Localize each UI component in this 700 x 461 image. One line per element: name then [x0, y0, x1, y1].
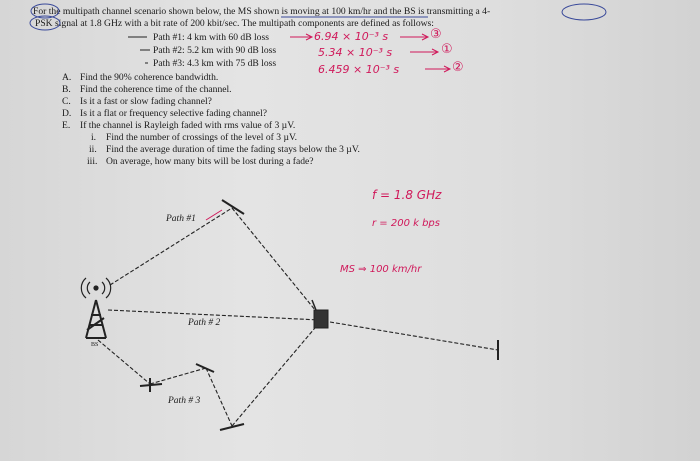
arrow-path-1-label: [206, 210, 222, 220]
path-2-spec: Path #2: 5.2 km with 90 dB loss: [153, 45, 277, 56]
question-d-letter: D.: [62, 108, 72, 119]
handwritten-rank-1: ③: [430, 27, 442, 42]
subquestion-iii-text: On average, how many bits will be lost during a fade?: [106, 156, 314, 167]
arrow-path-3-rank: [425, 66, 450, 72]
subquestion-iii-num: iii.: [87, 156, 98, 167]
mobile-station-icon: [312, 300, 328, 328]
arrow-path-1-rank: [400, 34, 428, 40]
path-3-segment-d: [232, 322, 320, 426]
question-d-text: Is it a flat or frequency selective fading channel?: [80, 108, 267, 119]
handwritten-rank-3: ②: [452, 60, 464, 75]
handwritten-delay-2: 5.34 × 10⁻³ s: [318, 46, 393, 59]
radio-waves-icon: [81, 278, 110, 298]
path-3-segment-c: [206, 368, 232, 426]
bs-tower-icon: [86, 300, 106, 338]
arrow-path-1: [290, 34, 312, 40]
subquestion-i-num: i.: [91, 132, 97, 143]
question-b-letter: B.: [62, 84, 71, 95]
question-a-text: Find the 90% coherence bandwidth.: [80, 72, 219, 83]
bs-label: BS: [91, 342, 99, 348]
path-3-segment-a: [98, 340, 150, 384]
reflector-path-3-middle: [196, 364, 214, 372]
path-2-label: Path # 2: [188, 318, 221, 328]
path-to-far-receiver: [330, 322, 498, 350]
question-c-letter: C.: [62, 96, 71, 107]
path-1-spec: Path #1: 4 km with 60 dB loss: [153, 32, 269, 43]
question-e-letter: E.: [62, 120, 71, 131]
handwritten-frequency: f = 1.8 GHz: [372, 188, 442, 202]
question-b-text: Find the coherence time of the channel.: [80, 84, 232, 95]
handwritten-rank-2: ①: [441, 42, 453, 57]
subquestion-ii-text: Find the average duration of time the fading stays below the 3 µV.: [106, 144, 360, 155]
intro-line-1: For the multipath channel scenario shown below, the MS shown is moving at 100 km/hr and the BS is transmitting a 4-: [33, 6, 491, 17]
path-3-label: Path # 3: [168, 396, 201, 406]
intro-line-2: PSK signal at 1.8 GHz with a bit rate of 200 kbit/sec. The multipath components are defined as follows:: [35, 18, 434, 29]
question-e-text: If the channel is Rayleigh faded with rms value of 3 µV.: [80, 120, 296, 131]
path-3-segment-b: [150, 368, 206, 384]
circle-mark-4psk: [562, 4, 606, 20]
reflector-path-1: [222, 200, 244, 214]
path-1-segment-b: [232, 208, 320, 316]
question-a-letter: A.: [62, 72, 72, 83]
handwritten-ms-speed: MS ⇒ 100 km/hr: [340, 264, 422, 275]
path-1-label: Path #1: [166, 214, 196, 224]
subquestion-ii-num: ii.: [89, 144, 97, 155]
subquestion-i-text: Find the number of crossings of the level of 3 µV.: [106, 132, 298, 143]
handwritten-delay-3: 6.459 × 10⁻³ s: [318, 63, 400, 76]
reflector-path-3-left: [140, 378, 162, 392]
arrow-path-2-rank: [410, 49, 438, 55]
handwritten-bit-rate: r = 200 k bps: [372, 218, 440, 229]
handwritten-delay-1: 6.94 × 10⁻³ s: [314, 30, 389, 43]
question-c-text: Is it a fast or slow fading channel?: [80, 96, 212, 107]
path-3-spec: Path #3: 4.3 km with 75 dB loss: [153, 58, 277, 69]
